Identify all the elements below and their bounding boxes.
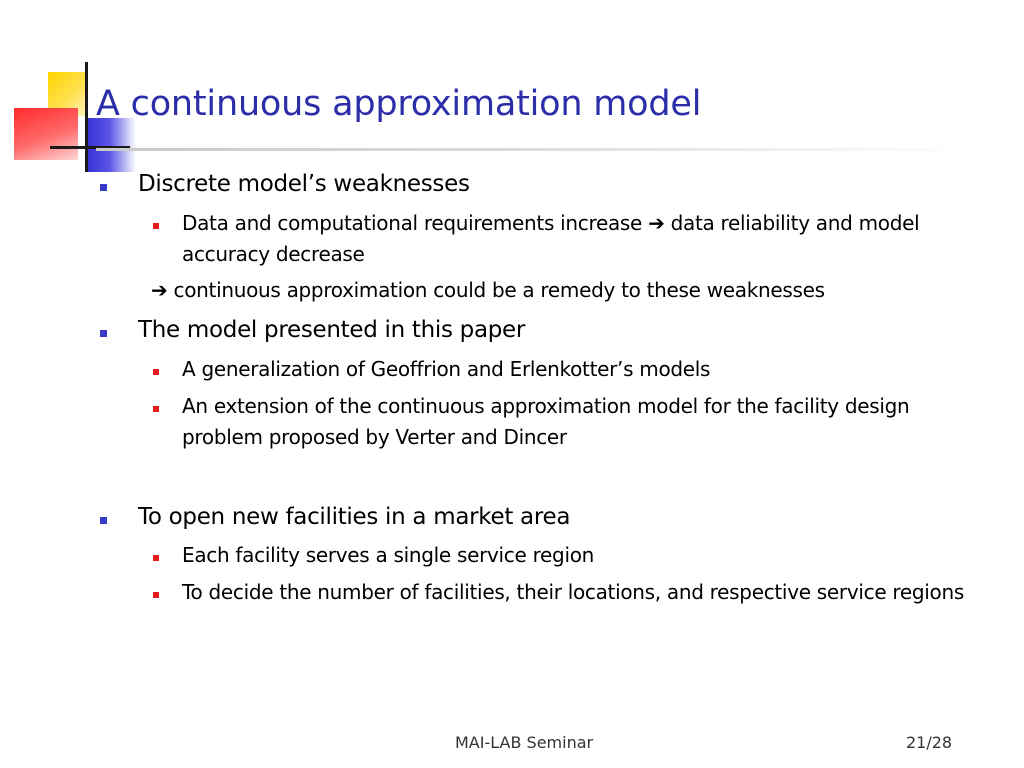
footer-seminar-label: MAI-LAB Seminar <box>455 733 594 752</box>
blue-square-decoration <box>88 118 136 172</box>
bullet-level2-icon <box>153 555 159 561</box>
sub-bullet-2-1: A generalization of Geoffrion and Erlenkotter’s models <box>182 357 711 381</box>
bullet-level2-icon <box>153 406 159 412</box>
sub-bullet-1-1 <box>182 208 972 270</box>
bullet-level1-icon <box>100 184 107 191</box>
right-arrow-icon: ➔ <box>648 211 665 235</box>
sub-bullet-3-1: Each facility serves a single service region <box>182 543 595 567</box>
bullet-level1-icon <box>100 517 107 524</box>
sub-bullet-3-2: To decide the number of facilities, their locations, and respective service regions <box>182 580 964 604</box>
red-square-decoration <box>14 108 78 160</box>
title-underline <box>96 148 976 151</box>
right-arrow-icon: ➔ <box>151 278 168 302</box>
sub-bullet-text: Data and computational requirements increase <box>182 211 649 235</box>
continuation-text: continuous approximation could be a remedy to these weaknesses <box>167 278 825 302</box>
vertical-line-decoration <box>85 62 88 172</box>
bullet-level2-icon <box>153 369 159 375</box>
slide-title: A continuous approximation model <box>96 84 702 124</box>
bullet-level2-icon <box>153 592 159 598</box>
sub-bullet-text: data reliability and model accuracy decrease <box>182 211 920 266</box>
bullet-heading-1: Discrete model’s weaknesses <box>138 171 470 197</box>
bullet-heading-3: To open new facilities in a market area <box>138 504 571 530</box>
bullet-heading-2: The model presented in this paper <box>138 317 526 343</box>
sub-bullet-2-2: An extension of the continuous approximation model for the facility design problem proposed by Verter and Dincer <box>182 394 910 449</box>
bullet-level1-icon <box>100 330 107 337</box>
footer-page-number: 21/28 <box>906 733 953 752</box>
continuation-line <box>151 278 825 302</box>
bullet-level2-icon <box>153 223 159 229</box>
